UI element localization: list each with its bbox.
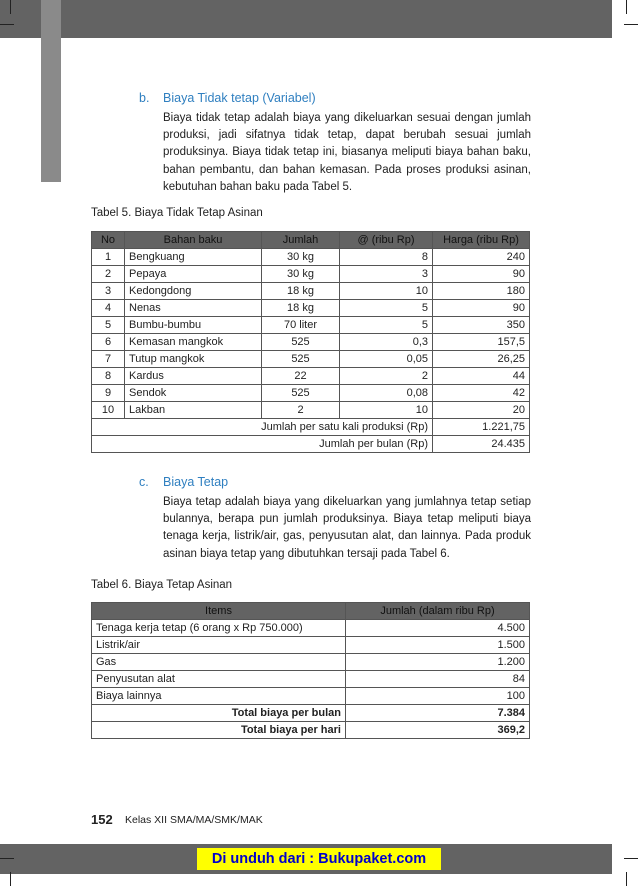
table-cell: 90 <box>433 300 530 317</box>
table-cell: Penyusutan alat <box>92 671 346 688</box>
table-row <box>92 300 530 317</box>
table-row <box>92 249 530 266</box>
table-cell: 0,08 <box>340 385 433 402</box>
table-cell: Lakban <box>125 402 262 419</box>
table-cell: 9 <box>92 385 125 402</box>
table-row <box>92 620 530 637</box>
table-cell: 3 <box>340 266 433 283</box>
table-row <box>92 368 530 385</box>
section-c-heading <box>139 475 228 489</box>
table5-total-month-label: Jumlah per bulan (Rp) <box>92 436 433 453</box>
table-cell: 157,5 <box>433 334 530 351</box>
table6-header-row <box>92 603 530 620</box>
crop-mark <box>10 872 11 886</box>
table-cell: 10 <box>340 402 433 419</box>
table-cell: 18 kg <box>262 300 340 317</box>
table-cell: Biaya lainnya <box>92 688 346 705</box>
table5 <box>91 231 530 453</box>
table-row <box>92 317 530 334</box>
table5-header-row <box>92 232 530 249</box>
left-gray-bar <box>41 0 61 182</box>
table-cell: 240 <box>433 249 530 266</box>
table-cell: 2 <box>262 402 340 419</box>
table-cell: Sendok <box>125 385 262 402</box>
table-row <box>92 283 530 300</box>
table-row <box>92 334 530 351</box>
table6-total-day-label: Total biaya per hari <box>92 722 346 739</box>
crop-mark <box>624 858 638 859</box>
table-cell: Nenas <box>125 300 262 317</box>
table5-caption: Tabel 5. Biaya Tidak Tetap Asinan <box>91 207 263 219</box>
crop-mark <box>626 0 627 14</box>
table-cell: Kemasan mangkok <box>125 334 262 351</box>
table-cell: 42 <box>433 385 530 402</box>
table5-header-cell: Harga (ribu Rp) <box>433 232 530 249</box>
table-cell: 20 <box>433 402 530 419</box>
table6-total-day-value: 369,2 <box>346 722 530 739</box>
table-cell: 26,25 <box>433 351 530 368</box>
table-cell: Gas <box>92 654 346 671</box>
table-cell: 30 kg <box>262 249 340 266</box>
crop-mark <box>624 24 638 25</box>
table5-total-production-value: 1.221,75 <box>433 419 530 436</box>
table-cell: Tutup mangkok <box>125 351 262 368</box>
table6-caption: Tabel 6. Biaya Tetap Asinan <box>91 579 233 591</box>
crop-mark <box>10 0 11 14</box>
section-b-heading <box>139 91 316 105</box>
crop-mark <box>0 858 14 859</box>
table-cell: 525 <box>262 351 340 368</box>
table5-header-cell: No <box>92 232 125 249</box>
table5-header-cell: Jumlah <box>262 232 340 249</box>
table-cell: 5 <box>92 317 125 334</box>
table-cell: 10 <box>92 402 125 419</box>
table-cell: 90 <box>433 266 530 283</box>
table5-total-row <box>92 419 530 436</box>
table-cell: 1.500 <box>346 637 530 654</box>
table-cell: 70 liter <box>262 317 340 334</box>
table-row <box>92 385 530 402</box>
table5-total-production-label: Jumlah per satu kali produksi (Rp) <box>92 419 433 436</box>
table-row <box>92 688 530 705</box>
table6-body <box>92 620 530 705</box>
table-cell: 5 <box>340 300 433 317</box>
download-banner: Di unduh dari : Bukupaket.com <box>197 848 441 870</box>
table-cell: 350 <box>433 317 530 334</box>
table-cell: 2 <box>340 368 433 385</box>
book-title: Kelas XII SMA/MA/SMK/MAK <box>125 814 263 826</box>
table-cell: 0,3 <box>340 334 433 351</box>
table-cell: 18 kg <box>262 283 340 300</box>
table5-header-cell: @ (ribu Rp) <box>340 232 433 249</box>
table-cell: 10 <box>340 283 433 300</box>
table-cell: 4 <box>92 300 125 317</box>
table6 <box>91 602 530 739</box>
table-cell: 5 <box>340 317 433 334</box>
table6-total-row <box>92 705 530 722</box>
table-cell: 30 kg <box>262 266 340 283</box>
table-row <box>92 637 530 654</box>
table6-header-cell: Jumlah (dalam ribu Rp) <box>346 603 530 620</box>
table5-total-month-value: 24.435 <box>433 436 530 453</box>
crop-mark <box>0 24 14 25</box>
table5-body <box>92 249 530 419</box>
table-cell: 0,05 <box>340 351 433 368</box>
table-cell: 180 <box>433 283 530 300</box>
table-cell: 1 <box>92 249 125 266</box>
table-cell: Bumbu-bumbu <box>125 317 262 334</box>
table-cell: 22 <box>262 368 340 385</box>
table-cell: Kedongdong <box>125 283 262 300</box>
table5-total-row <box>92 436 530 453</box>
table-cell: 525 <box>262 334 340 351</box>
table-cell: 100 <box>346 688 530 705</box>
table-cell: Kardus <box>125 368 262 385</box>
table-cell: Tenaga kerja tetap (6 orang x Rp 750.000) <box>92 620 346 637</box>
table6-total-row <box>92 722 530 739</box>
table-row <box>92 402 530 419</box>
table5-header-cell: Bahan baku <box>125 232 262 249</box>
top-gray-bar <box>0 0 612 38</box>
table6-total-month-label: Total biaya per bulan <box>92 705 346 722</box>
table-cell: 8 <box>92 368 125 385</box>
table-cell: 2 <box>92 266 125 283</box>
section-c-title: Biaya Tetap <box>163 475 229 489</box>
crop-mark <box>626 872 627 886</box>
table-cell: 84 <box>346 671 530 688</box>
section-b-title: Biaya Tidak tetap (Variabel) <box>163 91 316 105</box>
table-cell: Listrik/air <box>92 637 346 654</box>
table-cell: 3 <box>92 283 125 300</box>
page-number: 152 <box>91 812 113 827</box>
section-c-paragraph: Biaya tetap adalah biaya yang dikeluarkan yang jumlahnya tetap setiap bulannya, berapa pun jumlah produksinya. Biaya tetap meliputi biaya tenaga kerja, listrik/air, gas, penyusutan alat, dan lainnya. Pada produk asinan biaya tetap yang dibutuhkan tersaji pada Tabel 6. <box>163 496 531 560</box>
table-cell: 4.500 <box>346 620 530 637</box>
table-cell: 44 <box>433 368 530 385</box>
table-cell: Bengkuang <box>125 249 262 266</box>
table-cell: 1.200 <box>346 654 530 671</box>
table-cell: 525 <box>262 385 340 402</box>
table-cell: Pepaya <box>125 266 262 283</box>
section-b-letter: b. <box>139 91 150 105</box>
table6-header-cell: Items <box>92 603 346 620</box>
section-c-letter: c. <box>139 475 149 489</box>
table-cell: 7 <box>92 351 125 368</box>
section-b-paragraph: Biaya tidak tetap adalah biaya yang dikeluarkan sesuai dengan jumlah produksi, jadi sifatnya tidak tetap, dapat berubah sesuai jumlah produksinya. Biaya tidak tetap ini, biasanya meliputi biaya bahan baku, bahan pembantu, dan bahan kemasan. Pada proses produksi asinan, kebutuhan bahan baku pada Tabel 5. <box>163 112 531 193</box>
table-row <box>92 671 530 688</box>
table-row <box>92 266 530 283</box>
table-cell: 6 <box>92 334 125 351</box>
table-cell: 8 <box>340 249 433 266</box>
table6-total-month-value: 7.384 <box>346 705 530 722</box>
table-row <box>92 654 530 671</box>
table-row <box>92 351 530 368</box>
